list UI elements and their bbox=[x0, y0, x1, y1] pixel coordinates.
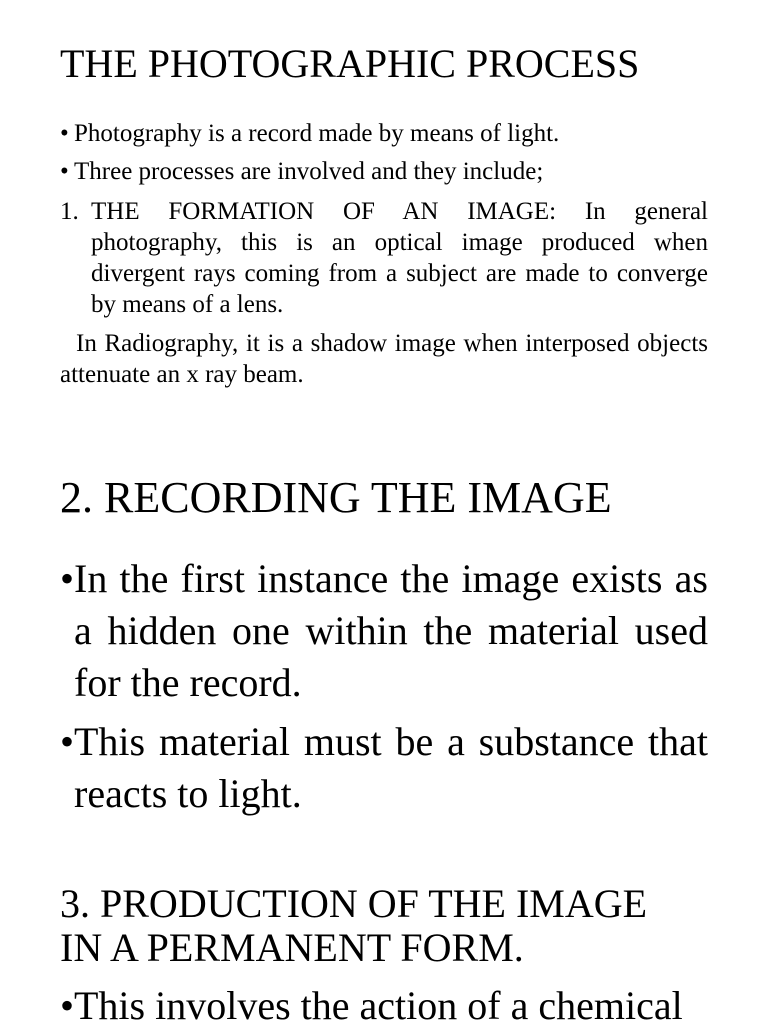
bullet-marker: • bbox=[60, 983, 75, 1024]
section-2-heading: 2. RECORDING THE IMAGE bbox=[60, 473, 612, 522]
intro-bullet-2 bbox=[60, 156, 708, 187]
page-title: THE PHOTOGRAPHIC PROCESS bbox=[60, 41, 640, 86]
section-2-bullet-1 bbox=[60, 553, 708, 709]
intro-bullet-1-text: Photography is a record made by means of light. bbox=[74, 120, 560, 147]
section-2-bullet-2-text: This material must be a substance that reacts to light. bbox=[74, 719, 708, 816]
item-number: 1. bbox=[60, 198, 79, 225]
intro-bullet-1 bbox=[60, 118, 708, 149]
section-2-bullet-2 bbox=[60, 716, 708, 820]
bullet-marker: • bbox=[60, 158, 69, 185]
bullet-marker: • bbox=[60, 719, 75, 764]
numbered-item-1 bbox=[60, 196, 708, 320]
numbered-item-1-text: THE FORMATION OF AN IMAGE: In general photography, this is an optical image produced when divergent rays coming from a subject are made to converge by means of a lens. bbox=[91, 198, 708, 318]
section-2-bullet-1-text: In the first instance the image exists as a hidden one within the material used for the record. bbox=[74, 556, 708, 705]
section-3-bullet-1-text: This involves the action of a chemical bbox=[74, 983, 683, 1024]
section-3-heading bbox=[60, 882, 647, 970]
radiography-paragraph: In Radiography, it is a shadow image when interposed objects attenuate an x ray beam. bbox=[60, 330, 708, 388]
section-3-heading-line-2: IN A PERMANENT FORM. bbox=[60, 925, 524, 970]
section-3-bullet-1 bbox=[60, 980, 708, 1024]
bullet-marker: • bbox=[60, 556, 75, 601]
section-3-heading-line-1: 3. PRODUCTION OF THE IMAGE bbox=[60, 881, 648, 926]
intro-bullet-2-text: Three processes are involved and they include; bbox=[74, 158, 544, 185]
bullet-marker: • bbox=[60, 120, 69, 147]
